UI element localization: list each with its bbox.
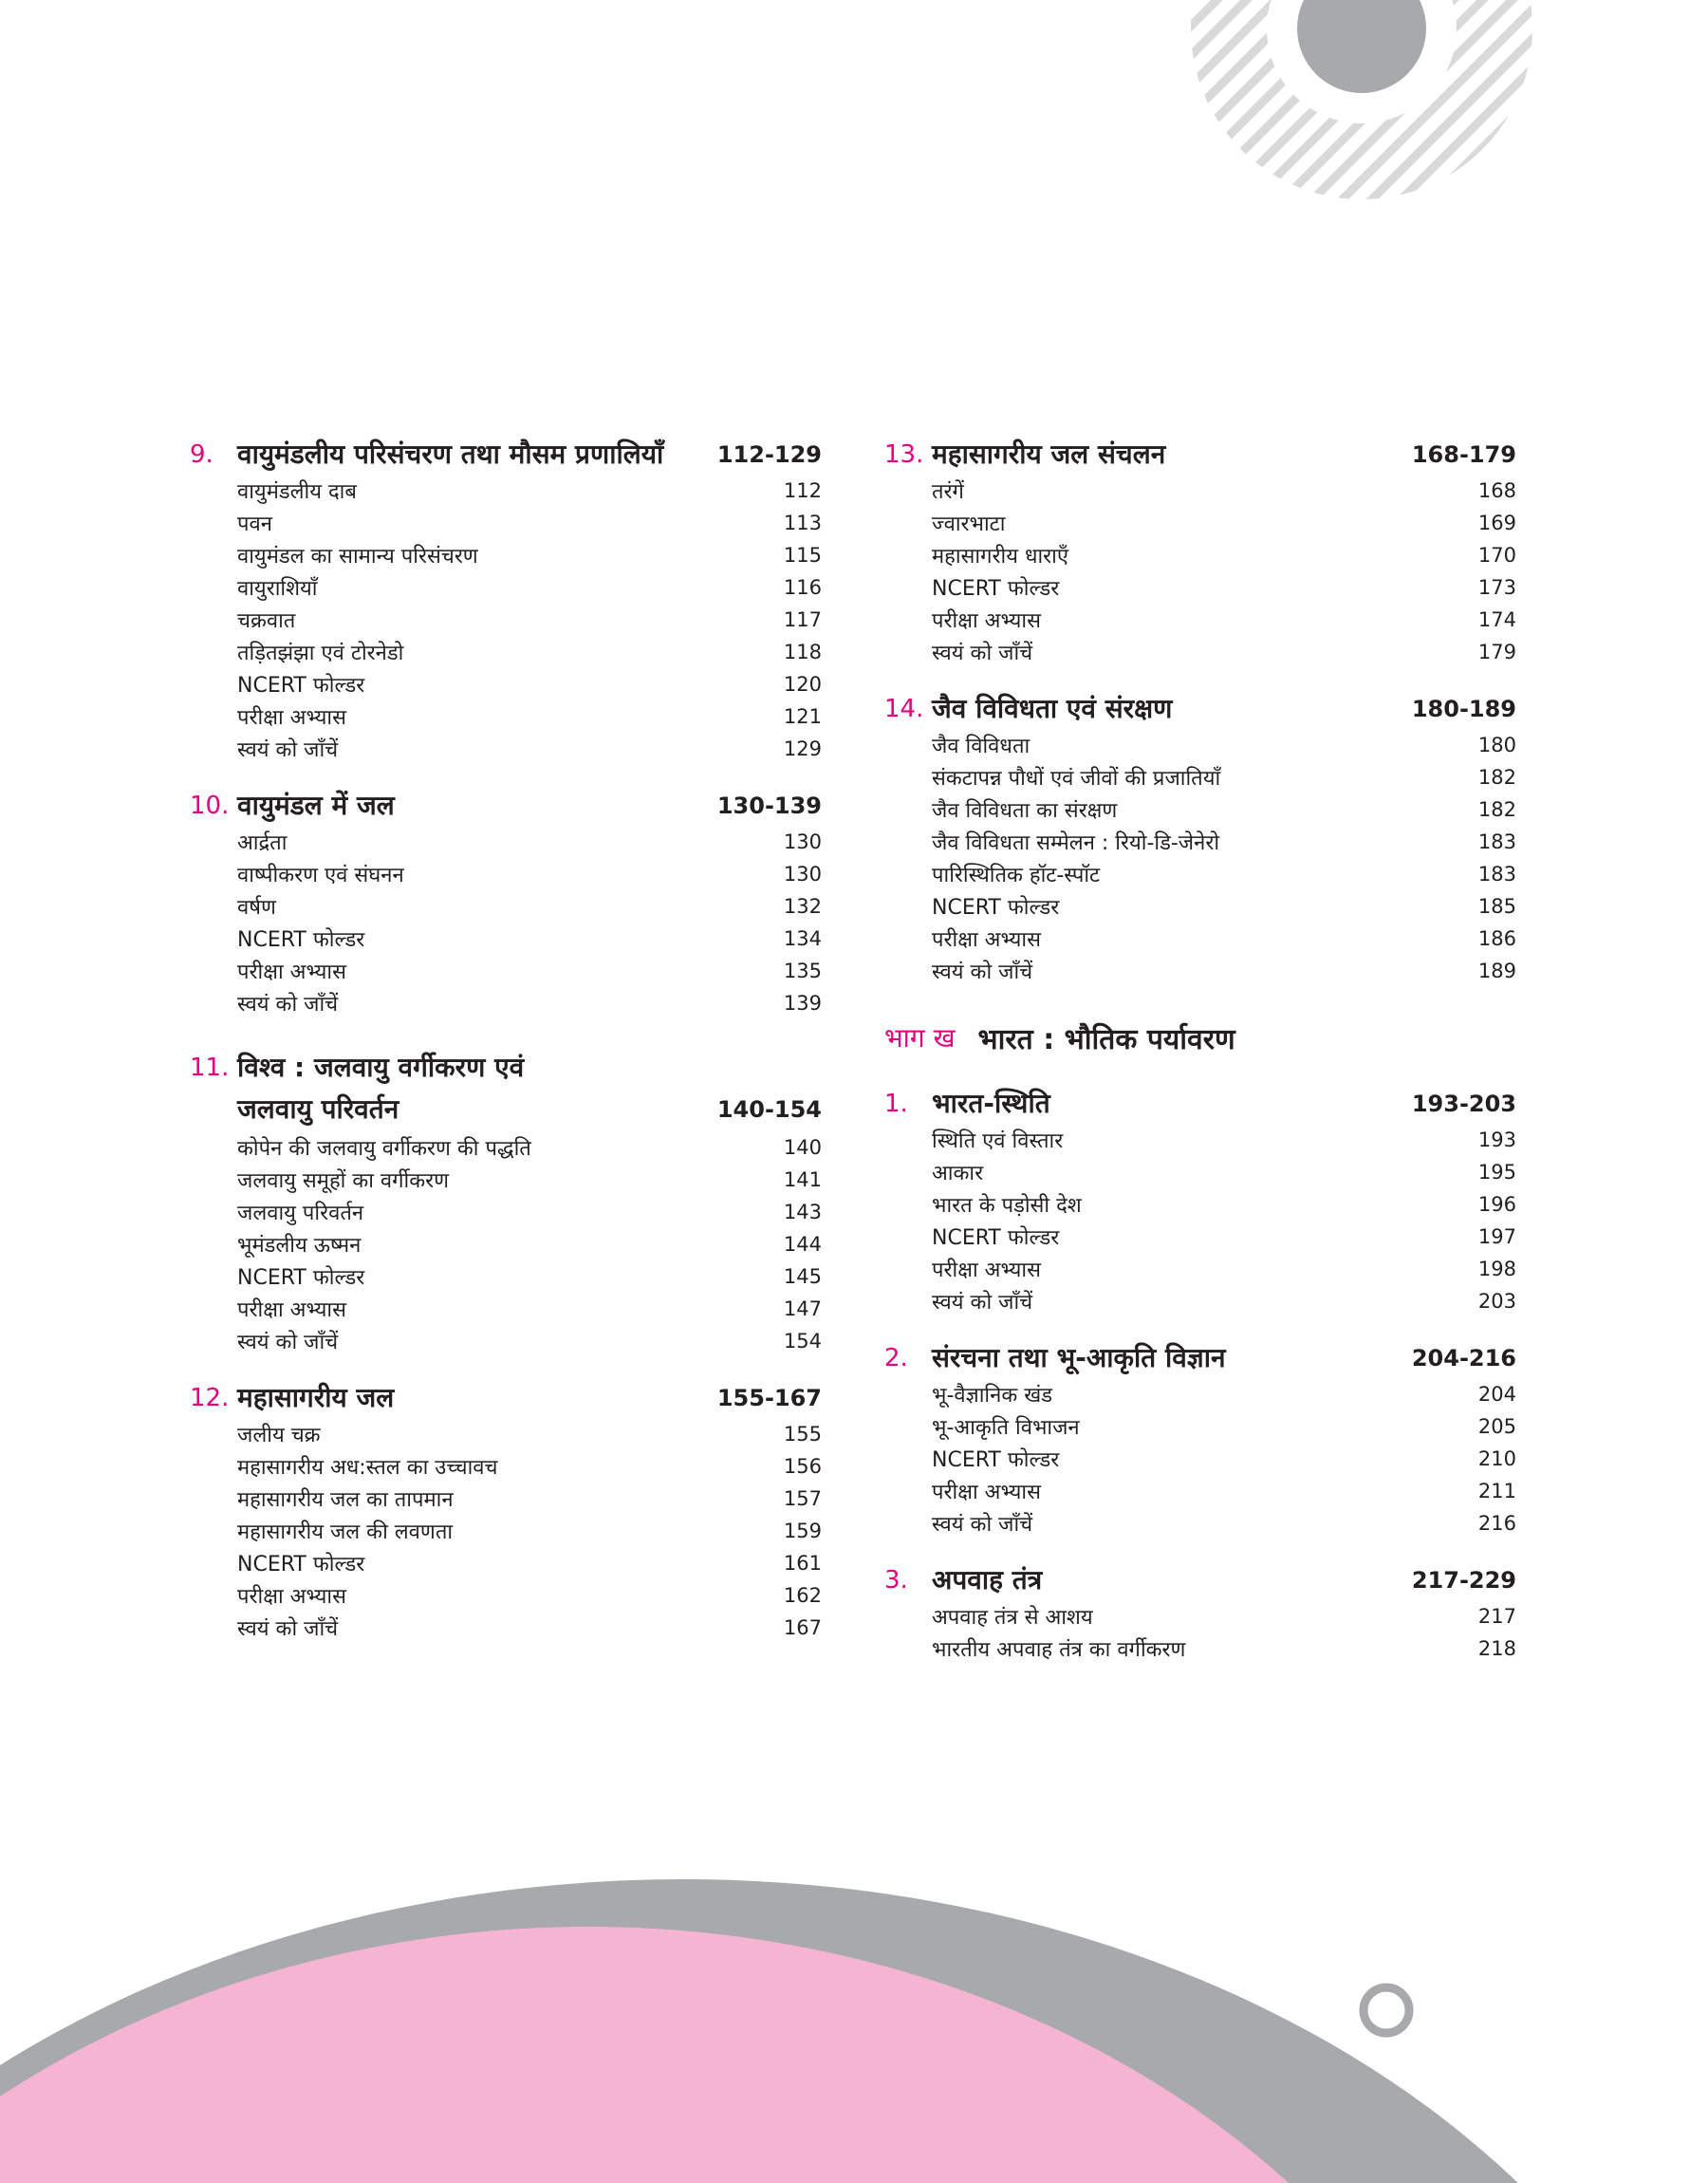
toc-chapter-11 <box>190 1048 822 1357</box>
topic-title: संकटापन्न पौधों एवं जीवों की प्रजातियाँ <box>932 767 1221 791</box>
topic-title: महासागरीय अध:स्तल का उच्चावच <box>237 1456 498 1480</box>
topic-item[interactable] <box>237 1228 822 1260</box>
striped-circle-decoration <box>1181 0 1542 199</box>
topic-title: भू-आकृति विभाजन <box>932 1416 1080 1440</box>
topic-title: परीक्षा अभ्यास <box>237 961 346 984</box>
topic-item[interactable] <box>237 858 822 890</box>
topic-item[interactable] <box>237 539 822 571</box>
topic-page: 154 <box>783 1330 822 1353</box>
topic-page: 121 <box>783 705 822 728</box>
chapter-heading <box>190 435 822 475</box>
topic-item[interactable] <box>237 955 822 987</box>
topic-page: 169 <box>1477 512 1516 534</box>
toc-chapter-12 <box>190 1378 822 1644</box>
topic-page: 113 <box>783 512 822 534</box>
topic-title: परीक्षा अभ्यास <box>932 928 1041 952</box>
topic-item[interactable] <box>932 1124 1516 1156</box>
topic-item[interactable] <box>932 571 1516 604</box>
topic-page: 112 <box>783 479 822 502</box>
topic-title: स्वयं को जाँचें <box>932 961 1033 984</box>
topic-title: वाष्पीकरण एवं संघनन <box>237 864 404 887</box>
topic-item[interactable] <box>932 636 1516 668</box>
topic-item[interactable] <box>237 1612 822 1644</box>
topic-title: आर्द्रता <box>237 831 288 855</box>
topic-page: 159 <box>783 1520 822 1542</box>
topic-title: जैव विविधता का संरक्षण <box>932 799 1118 823</box>
chapter-heading <box>884 1560 1516 1600</box>
chapter-title[interactable]: भारत-स्थिति <box>932 1088 1050 1119</box>
topic-item[interactable] <box>932 1600 1516 1633</box>
topic-page: 185 <box>1477 895 1516 918</box>
topic-page: 173 <box>1477 576 1516 599</box>
topic-title: महासागरीय जल का तापमान <box>237 1488 454 1512</box>
chapter-page-range: 155-167 <box>716 1385 822 1411</box>
topic-title: NCERT फोल्डर <box>932 1448 1060 1472</box>
topic-title: भारत के पड़ोसी देश <box>932 1194 1082 1218</box>
topic-title: स्वयं को जाँचें <box>237 993 339 1017</box>
topic-title: NCERT फोल्डर <box>932 577 1060 601</box>
chapter-title[interactable]: अपवाह तंत्र <box>932 1564 1043 1595</box>
topic-title: भूमंडलीय ऊष्मन <box>237 1234 362 1258</box>
topic-title: NCERT फोल्डर <box>237 674 365 698</box>
topic-page: 168 <box>1477 479 1516 502</box>
topic-title: अपवाह तंत्र से आशय <box>932 1606 1093 1630</box>
toc-right-column <box>884 435 1516 1686</box>
topic-list <box>190 826 822 1019</box>
chapter-heading <box>190 786 822 826</box>
topic-title: स्वयं को जाँचें <box>237 738 339 762</box>
topic-item[interactable] <box>932 1378 1516 1410</box>
topic-title: महासागरीय धाराएँ <box>932 545 1069 569</box>
chapter-heading <box>884 435 1516 475</box>
topic-page: 143 <box>783 1201 822 1223</box>
toc-chapter-13 <box>884 435 1516 668</box>
topic-page: 186 <box>1477 927 1516 950</box>
topic-title: NCERT फोल्डर <box>237 1266 365 1290</box>
topic-title: परीक्षा अभ्यास <box>932 1259 1041 1282</box>
topic-page: 211 <box>1477 1480 1516 1502</box>
topic-title: NCERT फोल्डर <box>237 1553 365 1577</box>
topic-page: 189 <box>1477 960 1516 982</box>
topic-item[interactable] <box>237 1515 822 1547</box>
chapter-page-range: 168-179 <box>1411 441 1516 468</box>
chapter-title[interactable]: वायुमंडल में जल <box>237 790 395 821</box>
topic-item[interactable] <box>237 1293 822 1325</box>
topic-title: तड़ितझंझा एवं टोरनेडो <box>237 642 404 665</box>
topic-title: NCERT फोल्डर <box>932 896 1060 920</box>
topic-page: 156 <box>783 1455 822 1478</box>
topic-list <box>884 1600 1516 1665</box>
topic-title: जैव विविधता सम्मेलन : रियो-डि-जेनेरो <box>932 831 1220 855</box>
topic-title: NCERT फोल्डर <box>237 928 365 952</box>
chapter-title[interactable]: संरचना तथा भू-आकृति विज्ञान <box>932 1342 1226 1373</box>
chapter-page-range: 217-229 <box>1411 1567 1516 1594</box>
toc-part-b-chapter-2 <box>884 1338 1516 1539</box>
topic-title: स्वयं को जाँचें <box>237 1617 339 1641</box>
topic-page: 193 <box>1477 1129 1516 1151</box>
topic-page: 118 <box>783 641 822 663</box>
topic-title: पारिस्थितिक हॉट-स्पॉट <box>932 864 1101 887</box>
topic-item[interactable] <box>932 1507 1516 1539</box>
topic-title: जलवायु समूहों का वर्गीकरण <box>237 1169 450 1193</box>
topic-page: 182 <box>1477 766 1516 789</box>
topic-title: स्थिति एवं विस्तार <box>932 1129 1064 1153</box>
topic-title: स्वयं को जाँचें <box>932 1513 1033 1537</box>
topic-page: 155 <box>783 1423 822 1446</box>
topic-item[interactable] <box>932 1285 1516 1317</box>
chapter-heading <box>884 1338 1516 1378</box>
chapter-number: 1. <box>884 1090 908 1118</box>
topic-item[interactable] <box>932 1475 1516 1507</box>
topic-page: 174 <box>1477 608 1516 631</box>
topic-title: भू-वैज्ञानिक खंड <box>932 1384 1052 1408</box>
topic-item[interactable] <box>237 1579 822 1612</box>
topic-title: परीक्षा अभ्यास <box>237 1585 346 1609</box>
part-title: भारत : भौतिक पर्यावरण <box>977 1022 1235 1056</box>
topic-title: कोपेन की जलवायु वर्गीकरण की पद्धति <box>237 1137 531 1161</box>
topic-item[interactable] <box>932 729 1516 761</box>
topic-page: 161 <box>783 1552 822 1575</box>
topic-title: पवन <box>237 513 272 536</box>
topic-page: 195 <box>1477 1161 1516 1184</box>
topic-page: 170 <box>1477 544 1516 567</box>
toc-part-b-chapter-1 <box>884 1084 1516 1317</box>
topic-page: 116 <box>783 576 822 599</box>
topic-title: स्वयं को जाँचें <box>237 1331 339 1354</box>
topic-item[interactable] <box>237 923 822 955</box>
topic-item[interactable] <box>932 475 1516 507</box>
topic-page: 197 <box>1477 1225 1516 1248</box>
topic-item[interactable] <box>237 668 822 700</box>
chapter-heading <box>190 1378 822 1418</box>
topic-page: 203 <box>1477 1290 1516 1313</box>
topic-page: 198 <box>1477 1258 1516 1280</box>
chapter-heading <box>884 1084 1516 1124</box>
chapter-title[interactable]: विश्व : जलवायु वर्गीकरण एवं <box>237 1052 525 1083</box>
topic-item[interactable] <box>237 507 822 539</box>
topic-page: 182 <box>1477 798 1516 821</box>
topic-page: 145 <box>783 1265 822 1288</box>
topic-page: 167 <box>783 1616 822 1639</box>
topic-page: 217 <box>1477 1605 1516 1628</box>
topic-title: परीक्षा अभ्यास <box>237 1298 346 1322</box>
topic-item[interactable] <box>237 733 822 765</box>
topic-page: 139 <box>783 992 822 1015</box>
topic-page: 140 <box>783 1136 822 1159</box>
topic-title: चक्रवात <box>237 609 296 633</box>
topic-page: 115 <box>783 544 822 567</box>
topic-page: 204 <box>1477 1383 1516 1406</box>
topic-page: 179 <box>1477 641 1516 663</box>
topic-page: 218 <box>1477 1637 1516 1660</box>
topic-page: 162 <box>783 1584 822 1607</box>
topic-title: परीक्षा अभ्यास <box>932 1481 1041 1504</box>
topic-page: 144 <box>783 1233 822 1256</box>
topic-item[interactable] <box>237 1164 822 1196</box>
topic-item[interactable] <box>237 1260 822 1293</box>
chapter-page-range: 180-189 <box>1411 696 1516 722</box>
topic-page: 183 <box>1477 863 1516 886</box>
topic-page: 135 <box>783 960 822 982</box>
chapter-title[interactable]: जैव विविधता एवं संरक्षण <box>932 693 1173 724</box>
topic-item[interactable] <box>237 700 822 733</box>
topic-title: परीक्षा अभ्यास <box>932 609 1041 633</box>
toc-chapter-14 <box>884 689 1516 987</box>
chapter-page-range: 112-129 <box>716 441 822 468</box>
part-b-heading <box>884 1014 1516 1061</box>
topic-item[interactable] <box>237 890 822 923</box>
topic-list <box>190 475 822 765</box>
topic-page: 196 <box>1477 1193 1516 1216</box>
topic-item[interactable] <box>237 1547 822 1579</box>
topic-item[interactable] <box>932 890 1516 923</box>
topic-page: 183 <box>1477 830 1516 853</box>
chapter-page-range: 130-139 <box>716 793 822 819</box>
chapter-number: 14. <box>884 695 924 723</box>
topic-item[interactable] <box>237 636 822 668</box>
topic-item[interactable] <box>932 1221 1516 1253</box>
chapter-number: 11. <box>190 1054 230 1082</box>
topic-title: NCERT फोल्डर <box>932 1226 1060 1250</box>
topic-title: ज्वारभाटा <box>932 513 1006 536</box>
topic-page: 132 <box>783 895 822 918</box>
topic-item[interactable] <box>237 475 822 507</box>
topic-title: परीक्षा अभ्यास <box>237 706 346 730</box>
bottom-arc-decoration <box>0 1879 1708 2183</box>
topic-page: 129 <box>783 737 822 760</box>
topic-item[interactable] <box>237 604 822 636</box>
topic-title: जैव विविधता <box>932 735 1030 758</box>
topic-item[interactable] <box>237 1418 822 1450</box>
chapter-number: 2. <box>884 1344 908 1372</box>
topic-title: भारतीय अपवाह तंत्र का वर्गीकरण <box>932 1638 1186 1662</box>
chapter-number: 13. <box>884 440 924 469</box>
toc-chapter-10 <box>190 786 822 1019</box>
topic-title: वायुराशियाँ <box>237 577 318 601</box>
chapter-number: 10. <box>190 792 230 820</box>
topic-page: 120 <box>783 673 822 696</box>
toc-part-b-chapter-3 <box>884 1560 1516 1665</box>
topic-list <box>884 1124 1516 1317</box>
chapter-title[interactable]: महासागरीय जल संचलन <box>932 438 1166 470</box>
topic-page: 216 <box>1477 1512 1516 1535</box>
topic-list <box>884 729 1516 987</box>
toc-left-column <box>190 435 822 1665</box>
chapter-page-range: 204-216 <box>1411 1345 1516 1371</box>
topic-title: वर्षण <box>237 896 276 920</box>
chapter-title[interactable]: वायुमंडलीय परिसंचरण तथा मौसम प्रणालियाँ <box>237 438 664 470</box>
topic-item[interactable] <box>932 1443 1516 1475</box>
topic-page: 157 <box>783 1487 822 1510</box>
topic-title: आकार <box>932 1162 984 1185</box>
topic-item[interactable] <box>932 1253 1516 1285</box>
topic-item[interactable] <box>932 826 1516 858</box>
chapter-page-range: 193-203 <box>1411 1091 1516 1117</box>
topic-title: महासागरीय जल की लवणता <box>237 1521 454 1544</box>
chapter-number: 3. <box>884 1566 908 1595</box>
topic-item[interactable] <box>237 571 822 604</box>
topic-list <box>190 1131 822 1357</box>
topic-item[interactable] <box>932 1410 1516 1443</box>
topic-item[interactable] <box>932 1633 1516 1665</box>
topic-page: 141 <box>783 1168 822 1191</box>
topic-page: 180 <box>1477 734 1516 756</box>
toc-chapter-9 <box>190 435 822 765</box>
chapter-heading <box>190 1048 822 1131</box>
chapter-title[interactable]: महासागरीय जल <box>237 1382 395 1413</box>
topic-title: स्वयं को जाँचें <box>932 1291 1033 1315</box>
topic-title: स्वयं को जाँचें <box>932 642 1033 665</box>
topic-page: 210 <box>1477 1447 1516 1470</box>
topic-page: 117 <box>783 608 822 631</box>
topic-item[interactable] <box>237 1325 822 1357</box>
topic-item[interactable] <box>932 507 1516 539</box>
topic-item[interactable] <box>237 1196 822 1228</box>
topic-page: 147 <box>783 1297 822 1320</box>
topic-list <box>884 475 1516 668</box>
topic-item[interactable] <box>932 923 1516 955</box>
topic-page: 130 <box>783 863 822 886</box>
chapter-heading <box>884 689 1516 729</box>
topic-list <box>884 1378 1516 1539</box>
topic-item[interactable] <box>932 1156 1516 1188</box>
topic-item[interactable] <box>932 1188 1516 1221</box>
topic-item[interactable] <box>237 987 822 1019</box>
chapter-title-continued[interactable]: जलवायु परिवर्तन <box>237 1093 399 1125</box>
chapter-number: 12. <box>190 1384 230 1412</box>
part-label: भाग ख <box>884 1022 956 1054</box>
chapter-page-range: 140-154 <box>716 1096 822 1123</box>
topic-item[interactable] <box>932 858 1516 890</box>
topic-page: 130 <box>783 830 822 853</box>
topic-title: जलवायु परिवर्तन <box>237 1202 364 1225</box>
topic-title: वायुमंडल का सामान्य परिसंचरण <box>237 545 478 569</box>
topic-item[interactable] <box>932 539 1516 571</box>
ring-icon <box>1359 1983 1414 2038</box>
chapter-number: 9. <box>190 440 214 469</box>
topic-item[interactable] <box>932 761 1516 793</box>
topic-title: जलीय चक्र <box>237 1424 321 1447</box>
topic-item[interactable] <box>932 793 1516 826</box>
topic-page: 205 <box>1477 1415 1516 1438</box>
topic-page: 134 <box>783 927 822 950</box>
topic-item[interactable] <box>932 955 1516 987</box>
topic-title: तरंगें <box>932 480 964 504</box>
topic-item[interactable] <box>237 1450 822 1483</box>
topic-list <box>190 1418 822 1644</box>
topic-item[interactable] <box>237 1483 822 1515</box>
topic-item[interactable] <box>932 604 1516 636</box>
topic-item[interactable] <box>237 1131 822 1164</box>
topic-title: वायुमंडलीय दाब <box>237 480 357 504</box>
topic-item[interactable] <box>237 826 822 858</box>
